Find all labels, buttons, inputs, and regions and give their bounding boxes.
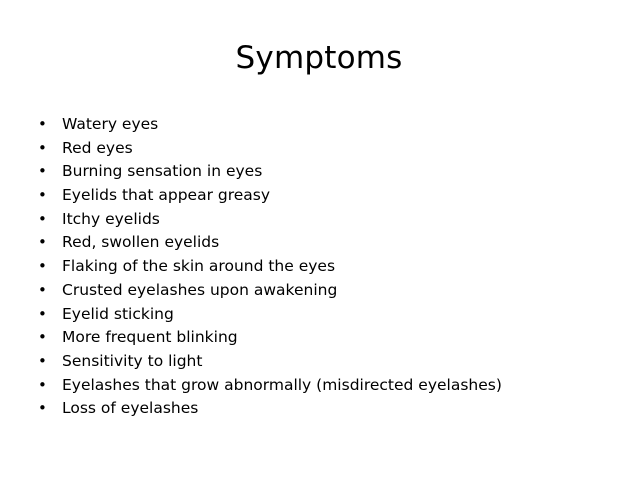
list-item-text: Sensitivity to light — [62, 351, 203, 370]
bullet-icon: • — [38, 138, 47, 157]
bullet-icon: • — [38, 280, 47, 299]
slide-title: Symptoms — [235, 40, 403, 76]
list-item-text: Flaking of the skin around the eyes — [62, 257, 336, 276]
list-item — [38, 113, 502, 137]
list-item — [38, 137, 502, 161]
list-item-text: Red, swollen eyelids — [62, 233, 220, 252]
list-item-text: More frequent blinking — [62, 328, 238, 347]
bullet-icon: • — [38, 257, 47, 276]
list-item — [38, 255, 502, 279]
list-item — [38, 184, 502, 208]
list-item-text: Watery eyes — [62, 115, 159, 133]
list-item — [38, 279, 502, 303]
list-item-text: Red eyes — [62, 138, 133, 157]
bullet-icon: • — [38, 351, 47, 370]
list-item-text: Eyelids that appear greasy — [62, 186, 271, 205]
list-item — [38, 374, 502, 398]
list-item — [38, 303, 502, 327]
list-item-text: Burning sensation in eyes — [62, 162, 263, 181]
list-item — [38, 350, 502, 374]
bullet-icon: • — [38, 328, 47, 347]
list-item-text: Eyelashes that grow abnormally (misdirected eyelashes) — [62, 375, 502, 394]
bullet-icon: • — [38, 186, 47, 205]
bullet-icon: • — [38, 162, 47, 181]
symptom-list — [38, 113, 502, 421]
list-item — [38, 231, 502, 255]
bullet-icon: • — [38, 233, 47, 252]
bullet-icon: • — [38, 209, 47, 228]
bullet-icon: • — [38, 399, 47, 418]
list-item-text: Loss of eyelashes — [62, 399, 199, 418]
bullet-icon: • — [38, 115, 47, 133]
list-item — [38, 208, 502, 232]
list-item-text: Crusted eyelashes upon awakening — [62, 280, 338, 299]
list-item-text: Itchy eyelids — [62, 209, 160, 228]
list-item-text: Eyelid sticking — [62, 304, 174, 323]
list-item — [38, 326, 502, 350]
list-item — [38, 397, 502, 421]
bullet-icon: • — [38, 304, 47, 323]
bullet-icon: • — [38, 375, 47, 394]
list-item — [38, 160, 502, 184]
